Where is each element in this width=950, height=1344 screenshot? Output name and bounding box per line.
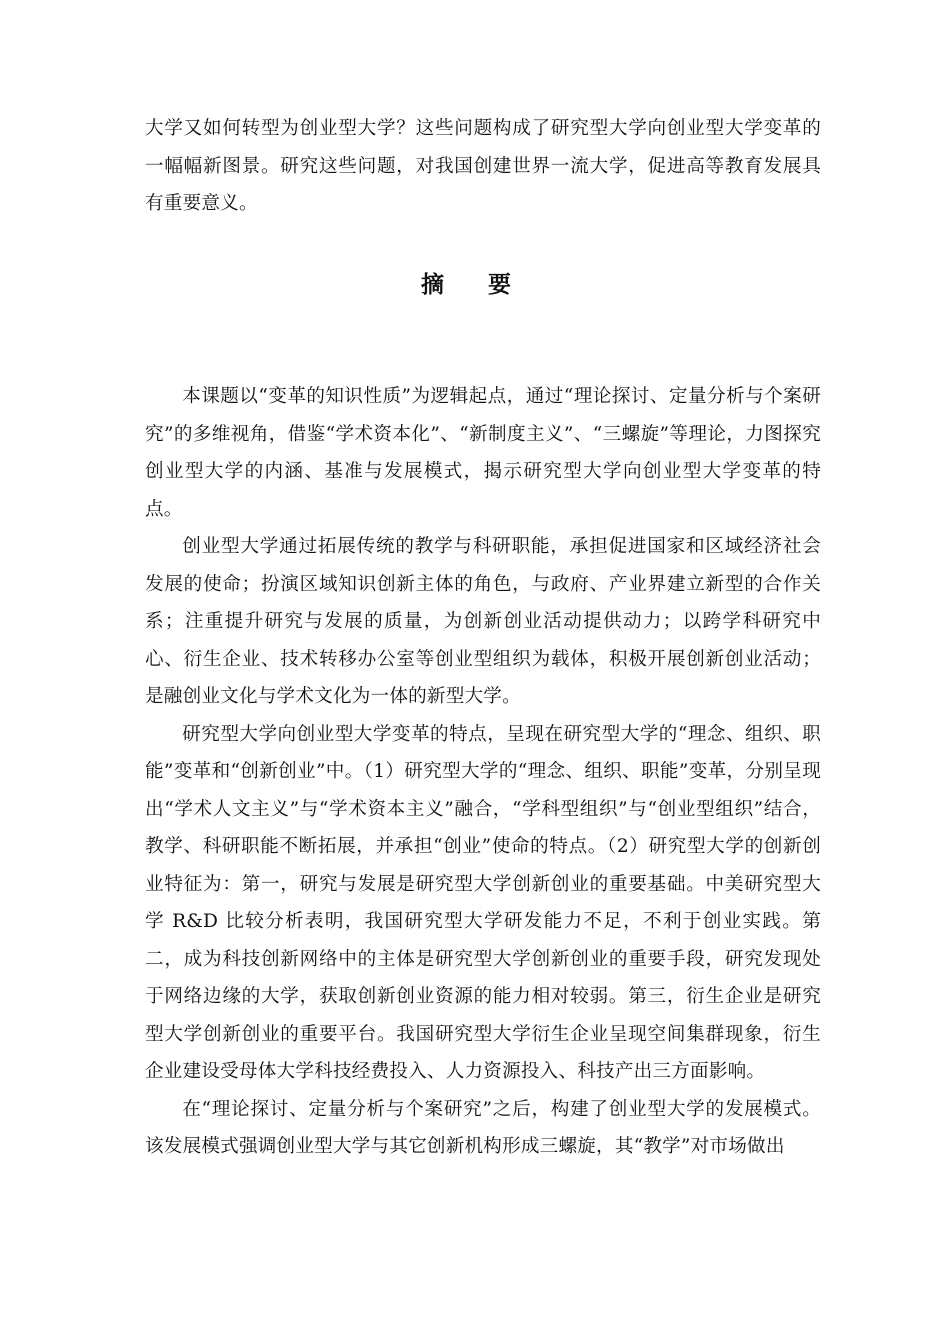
abstract-body	[145, 378, 821, 1166]
abstract-title: 摘 要	[420, 272, 529, 298]
abstract-paragraph: 本课题以“变革的知识性质”为逻辑起点，通过“理论探讨、定量分析与个案研究”的多维视角，借鉴“学术资本化”、“新制度主义”、“三螺旋”等理论，力图探究创业型大学的内涵、基准与发展模式，揭示研究型大学向创业型大学变革的特点。	[145, 386, 821, 520]
abstract-paragraph: 研究型大学向创业型大学变革的特点，呈现在研究型大学的“理念、组织、职能”变革和“创新创业”中。（1）研究型大学的“理念、组织、职能”变革，分别呈现出“学术人文主义”与“学术资本主义”融合，“学科型组织”与“创业型组织”结合，教学、科研职能不断拓展，并承担“创业”使命的特点。（2）研究型大学的创新创业特征为：第一，研究与发展是研究型大学创新创业的重要基础。中美研究型大学 R&D 比较分析表明，我国研究型大学研发能力不足，不利于创业实践。第二，成为科技创新网络中的主体是研究型大学创新创业的重要手段，研究发现处于网络边缘的大学，获取创新创业资源的能力相对较弱。第三，衍生企业是研究型大学创新创业的重要平台。我国研究型大学衍生企业呈现空间集群现象，衍生企业建设受母体大学科技经费投入、人力资源投入、科技产出三方面影响。	[145, 723, 821, 1082]
intro-paragraph: 大学又如何转型为创业型大学？这些问题构成了研究型大学向创业型大学变革的一幅幅新图景。研究这些问题，对我国创建世界一流大学，促进高等教育发展具有重要意义。	[145, 118, 821, 214]
abstract-paragraph: 创业型大学通过拓展传统的教学与科研职能，承担促进国家和区域经济社会发展的使命；扮演区域知识创新主体的角色，与政府、产业界建立新型的合作关系；注重提升研究与发展的质量，为创新创业活动提供动力；以跨学科研究中心、衍生企业、技术转移办公室等创业型组织为载体，积极开展创新创业活动；是融创业文化与学术文化为一体的新型大学。	[145, 536, 821, 707]
abstract-paragraph: 在“理论探讨、定量分析与个案研究”之后，构建了创业型大学的发展模式。该发展模式强调创业型大学与其它创新机构形成三螺旋，其“教学”对市场做出	[145, 1098, 821, 1157]
intro-text	[145, 110, 821, 223]
